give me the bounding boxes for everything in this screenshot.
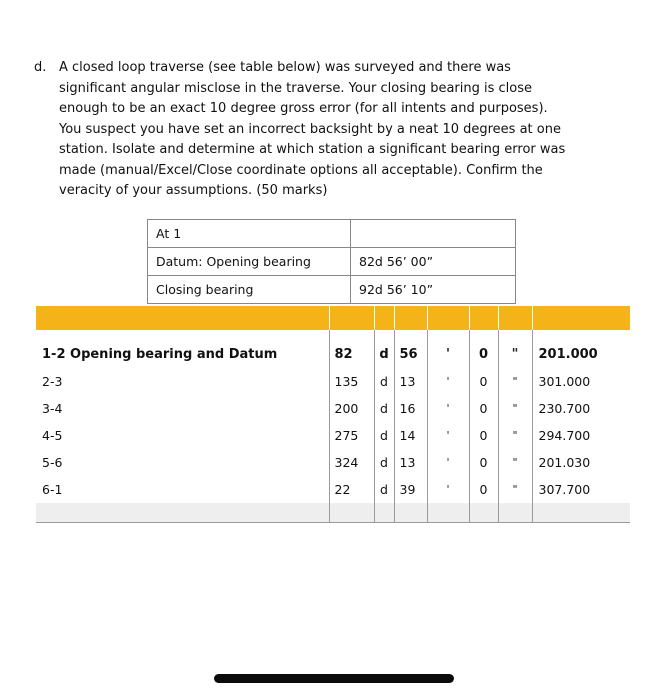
line-label: 4-5 [42,428,63,443]
table-row [36,476,630,503]
header-cell [469,306,498,330]
line-distance: 230.700 [532,395,630,422]
bearing-info-table [147,219,516,304]
question-line: station. Isolate and determine at which station a significant bearing error was [59,142,566,157]
bearing-degrees: 135 [329,368,374,395]
second-symbol: " [498,449,532,476]
minute-symbol: ' [427,341,469,368]
info-value: 82d 56’ 00” [351,248,516,276]
info-label: Datum: Opening bearing [148,248,351,276]
header-cell [374,306,394,330]
info-label: Closing bearing [148,276,351,304]
line-distance: 301.000 [532,368,630,395]
bearing-seconds: 0 [469,368,498,395]
question-line: made (manual/Excel/Close coordinate options all acceptable). Confirm the [59,162,543,178]
minute-symbol: ' [427,368,469,395]
minute-symbol: ' [427,476,469,503]
question-line: You suspect you have set an incorrect backsight by a neat 10 degrees at one [59,121,561,137]
line-distance: 201.030 [532,449,630,476]
line-label: 5-6 [42,455,63,470]
bearing-degrees: 22 [329,476,374,503]
question-line: A closed loop traverse (see table below) was surveyed and there was [59,60,511,75]
info-value: 92d 56’ 10” [351,276,516,304]
degree-symbol: d [374,449,394,476]
degree-symbol: d [374,476,394,503]
degree-symbol: d [374,341,394,368]
bearing-seconds: 0 [469,476,498,503]
table-row [36,395,630,422]
second-symbol: " [498,341,532,368]
info-value [351,220,516,248]
degree-symbol: d [374,368,394,395]
table-row [36,341,630,368]
line-distance: 294.700 [532,422,630,449]
question-line: significant angular misclose in the traverse. Your closing bearing is close [59,80,533,96]
header-cell [498,306,532,330]
header-cell [36,306,329,330]
line-distance: 307.700 [532,476,630,503]
degree-symbol: d [374,422,394,449]
second-symbol: " [498,368,532,395]
line-label: 1-2 Opening bearing and Datum [42,347,278,362]
bearing-seconds: 0 [469,422,498,449]
header-cell [394,306,427,330]
info-row [148,248,516,276]
bearing-minutes: 13 [394,368,427,395]
line-label: 3-4 [42,401,63,416]
minute-symbol: ' [427,449,469,476]
header-cell [532,306,630,330]
bearing-seconds: 0 [469,449,498,476]
table-row [36,368,630,395]
question-label: d. [34,60,47,75]
second-symbol: " [498,395,532,422]
minute-symbol: ' [427,422,469,449]
degree-symbol: d [374,395,394,422]
table-header-row [36,306,630,330]
question-line: veracity of your assumptions. (50 marks) [59,183,328,198]
header-cell [427,306,469,330]
line-distance: 201.000 [532,341,630,368]
info-row [148,276,516,304]
bearing-degrees: 324 [329,449,374,476]
bearing-seconds: 0 [469,341,498,368]
line-label: 6-1 [42,482,63,497]
bearing-degrees: 275 [329,422,374,449]
question-line: enough to be an exact 10 degree gross error (for all intents and purposes). [59,101,548,116]
info-row [148,220,516,248]
bearing-minutes: 16 [394,395,427,422]
bearing-minutes: 14 [394,422,427,449]
bearing-seconds: 0 [469,395,498,422]
bearing-minutes: 39 [394,476,427,503]
bearing-degrees: 82 [329,341,374,368]
minute-symbol: ' [427,395,469,422]
table-footer-row [36,503,630,523]
line-label: 2-3 [42,374,63,389]
question-text [34,58,646,202]
table-row [36,422,630,449]
header-cell [329,306,374,330]
second-symbol: " [498,422,532,449]
bearing-degrees: 200 [329,395,374,422]
table-row [36,449,630,476]
table-spacer-row [36,330,630,341]
question-first-line [34,58,646,79]
bearing-minutes: 56 [394,341,427,368]
home-indicator-bar[interactable] [214,674,454,683]
bearing-minutes: 13 [394,449,427,476]
second-symbol: " [498,476,532,503]
info-label: At 1 [148,220,351,248]
traverse-table [36,306,631,523]
